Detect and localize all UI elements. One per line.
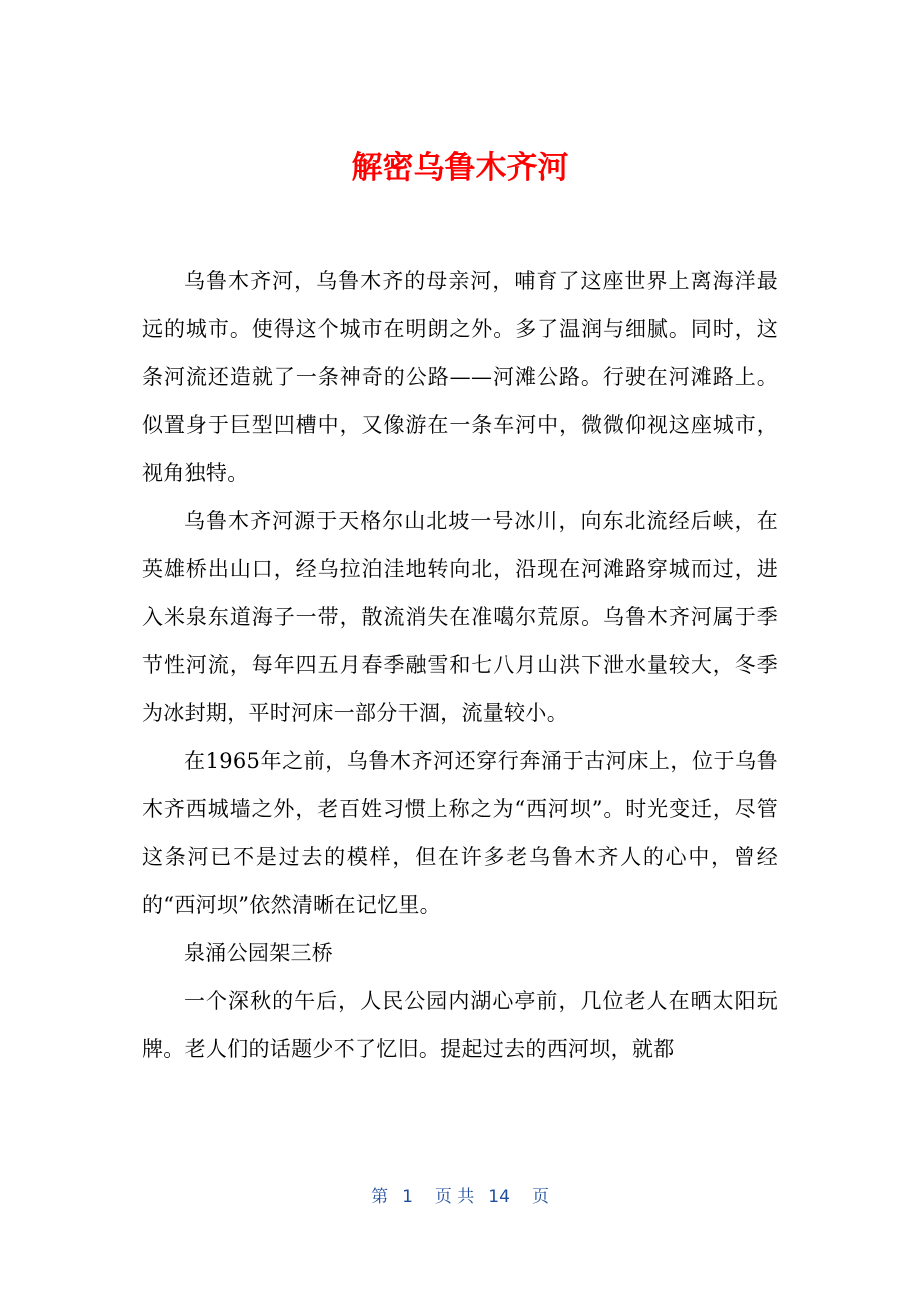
paragraph-1: 乌鲁木齐河，乌鲁木齐的母亲河，哺育了这座世界上离海洋最远的城市。使得这个城市在明朗之外。多了温润与细腻。同时，这条河流还造就了一条神奇的公路——河滩公路。行驶在河滩路上。似置身于巨型凹槽中，又像游在一条车河中，微微仰视这座城市，视角独特。 (142, 269, 778, 485)
page-prefix: 第 (371, 1187, 389, 1207)
paragraph-3: 在1965年之前，乌鲁木齐河还穿行奔涌于古河床上，位于乌鲁木齐西城墙之外，老百姓习惯上称之为“西河坝”。时光变迁，尽管这条河已不是过去的模样，但在许多老乌鲁木齐人的心中，曾经的“西河坝”依然清晰在记忆里。 (142, 749, 778, 917)
page-total: 14 (488, 1187, 510, 1207)
page-number: 1 (402, 1187, 413, 1207)
paragraph-4: 一个深秋的午后，人民公园内湖心亭前，几位老人在晒太阳玩牌。老人们的话题少不了忆旧。提起过去的西河坝，就都 (142, 989, 778, 1061)
page-middle: 页 共 (434, 1187, 475, 1207)
document-body (142, 257, 778, 1073)
document-title: 解密乌鲁木齐河 (351, 150, 569, 186)
page-footer (0, 1183, 920, 1211)
section-heading: 泉涌公园架三桥 (184, 941, 334, 965)
paragraph-2: 乌鲁木齐河源于天格尔山北坡一号冰川，向东北流经后峡，在英雄桥出山口，经乌拉泊洼地转向北，沿现在河滩路穿城而过，进入米泉东道海子一带，散流消失在准噶尔荒原。乌鲁木齐河属于季节性河流，每年四五月春季融雪和七八月山洪下泄水量较大，冬季为冰封期，平时河床一部分干涸，流量较小。 (142, 509, 778, 725)
page-suffix: 页 (531, 1187, 549, 1207)
